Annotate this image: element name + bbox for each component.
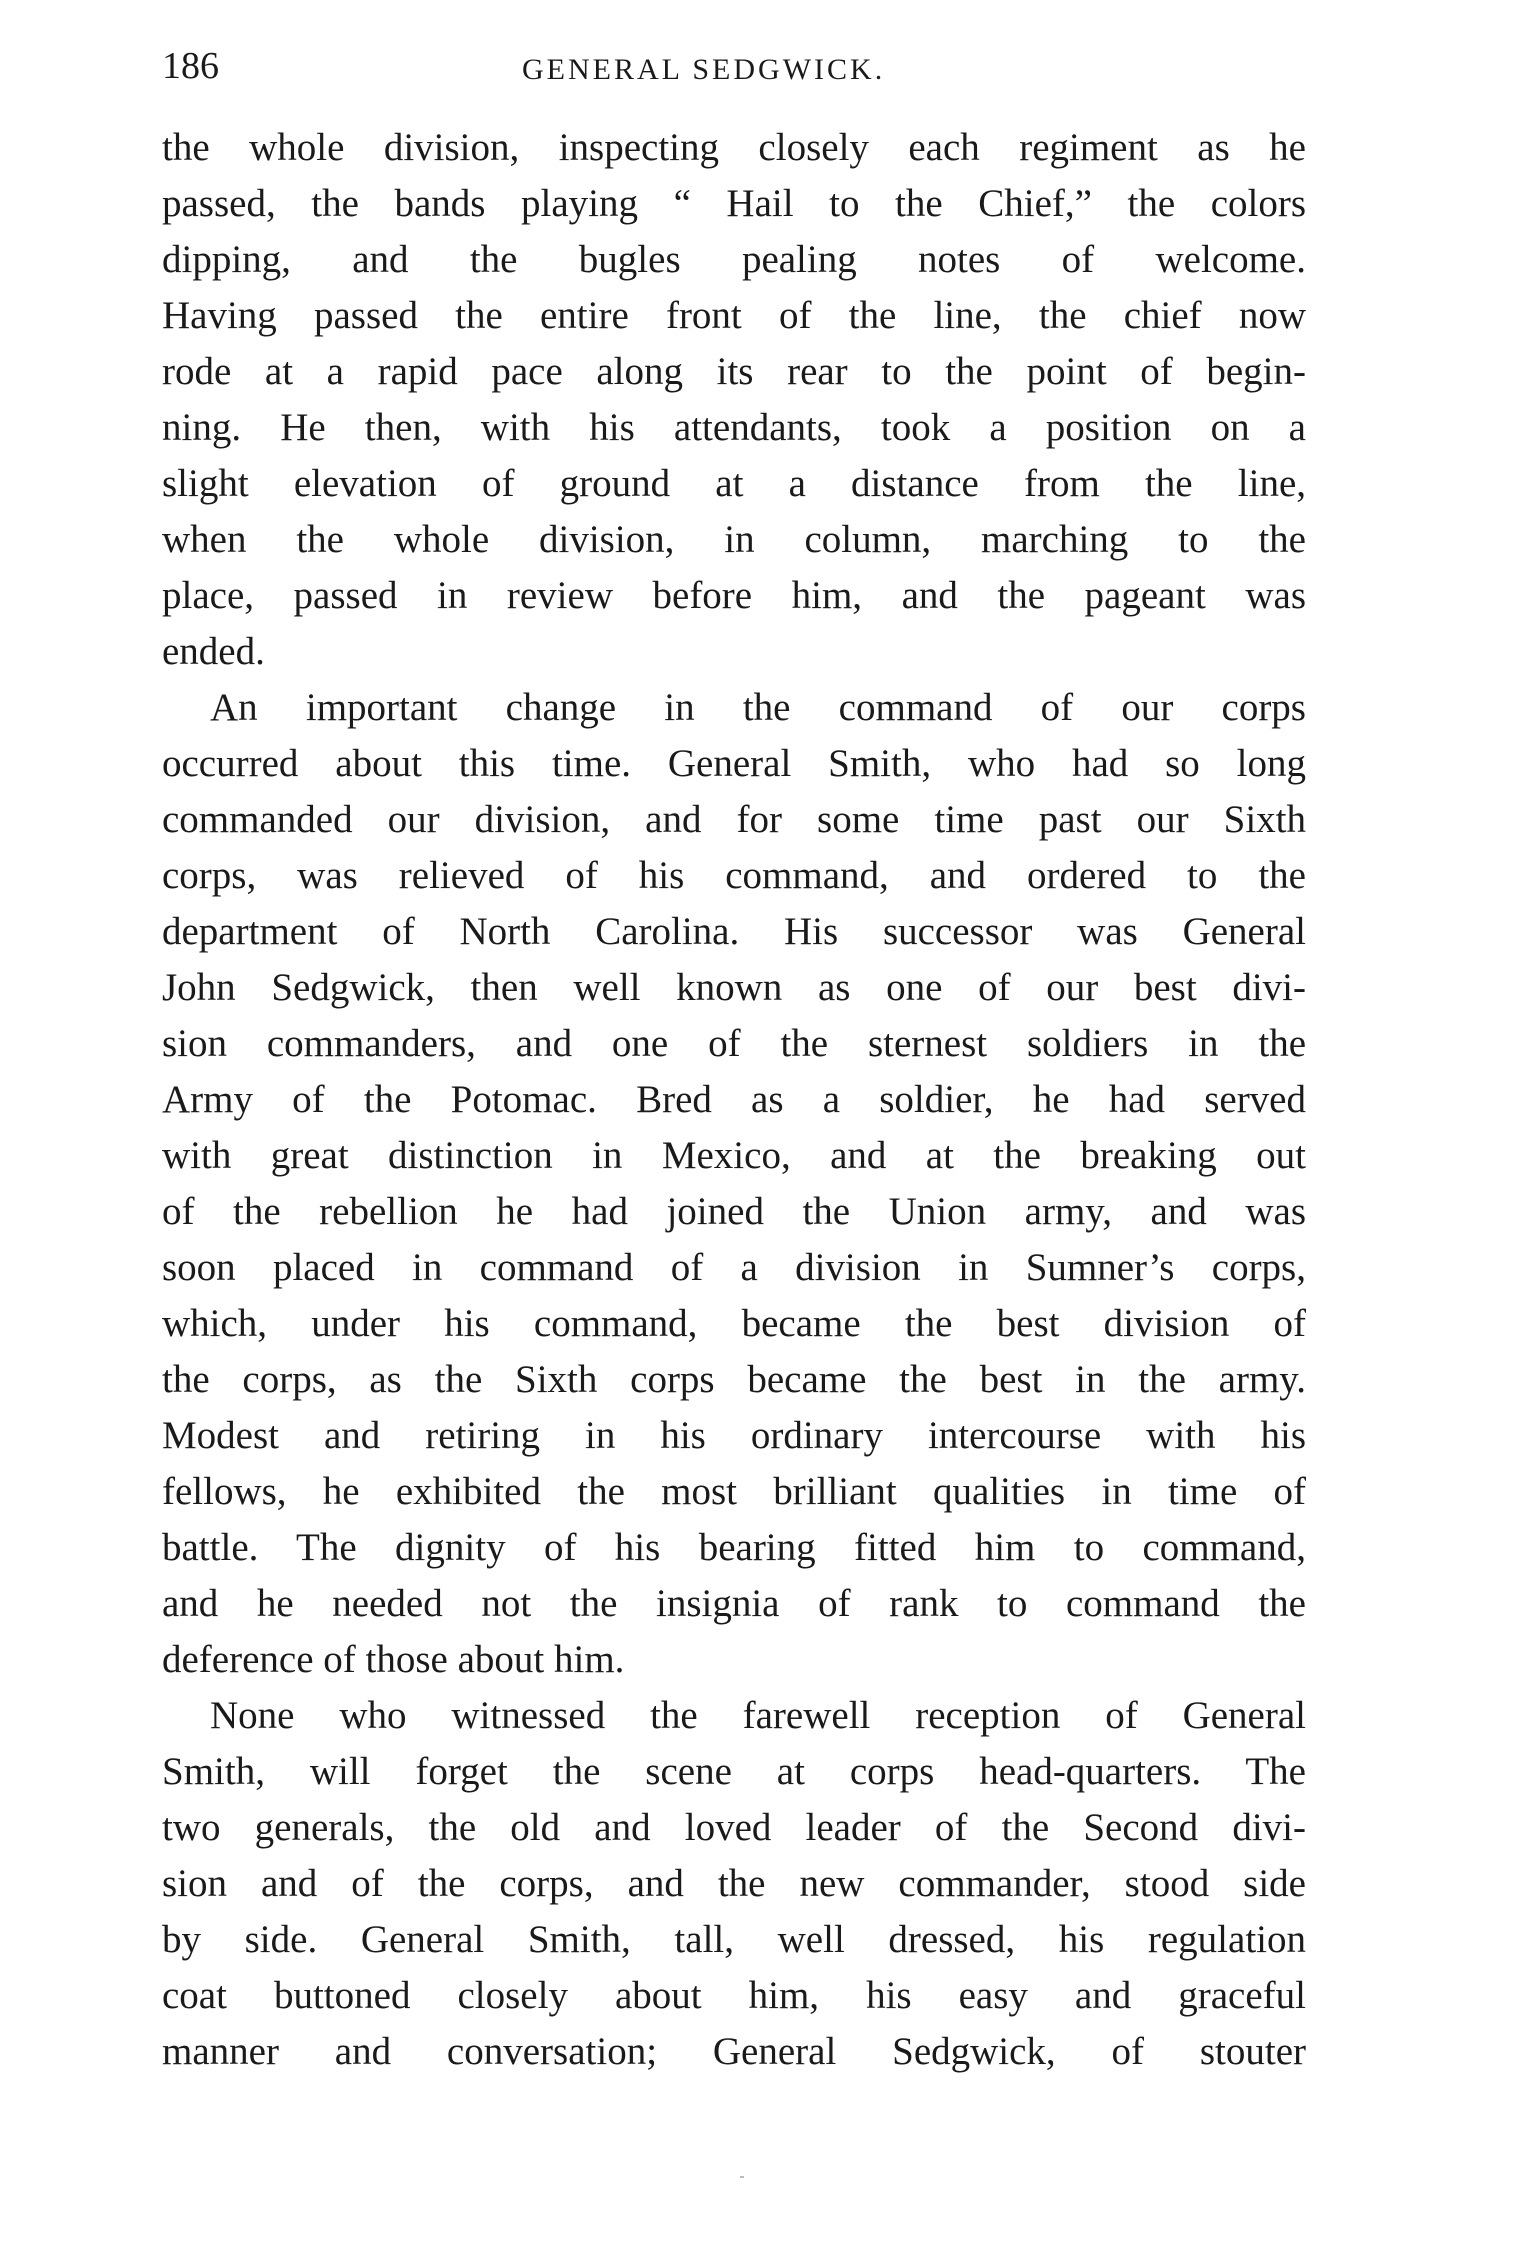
text-line: sion and of the corps, and the new commander, stood side [162, 1862, 1306, 1905]
body-text [162, 120, 1306, 2080]
text-line: the corps, as the Sixth corps became the best in the army. [162, 1358, 1306, 1401]
text-line: Having passed the entire front of the line, the chief now [162, 294, 1306, 337]
text-line: when the whole division, in column, marching to the [162, 518, 1306, 561]
paragraph-2 [162, 680, 1306, 1688]
text-line: which, under his command, became the best division of [162, 1302, 1306, 1345]
text-line: coat buttoned closely about him, his easy and graceful [162, 1974, 1306, 2017]
text-line: occurred about this time. General Smith, who had so long [162, 742, 1306, 785]
text-line: John Sedgwick, then well known as one of our best divi- [162, 966, 1306, 1009]
text-line: manner and conversation; General Sedgwick, of stouter [162, 2030, 1306, 2073]
running-head [162, 36, 1306, 96]
text-line: An important change in the command of our corps [210, 686, 1306, 729]
text-line: soon placed in command of a division in Sumner’s corps, [162, 1246, 1306, 1289]
paragraph-3 [162, 1688, 1306, 2080]
text-line: two generals, the old and loved leader of the Second divi- [162, 1806, 1306, 1849]
text-line: dipping, and the bugles pealing notes of welcome. [162, 238, 1306, 281]
text-line: None who witnessed the farewell reception of General [210, 1694, 1306, 1737]
page-number: 186 [162, 45, 219, 87]
text-line: of the rebellion he had joined the Union army, and was [162, 1190, 1306, 1233]
text-line: deference of those about him. [162, 1638, 625, 1681]
text-line: fellows, he exhibited the most brilliant qualities in time of [162, 1470, 1306, 1513]
paragraph-1 [162, 120, 1306, 680]
text-line: ended. [162, 630, 265, 673]
text-line: place, passed in review before him, and the pageant was [162, 574, 1306, 617]
text-line: with great distinction in Mexico, and at the breaking out [162, 1134, 1306, 1177]
text-line: passed, the bands playing “ Hail to the Chief,” the colors [162, 182, 1306, 225]
running-title: GENERAL SEDGWICK. [522, 53, 886, 86]
text-line: Modest and retiring in his ordinary intercourse with his [162, 1414, 1306, 1457]
text-line: and he needed not the insignia of rank to command the [162, 1582, 1306, 1625]
text-line: sion commanders, and one of the sternest soldiers in the [162, 1022, 1306, 1065]
text-line: Smith, will forget the scene at corps head-quarters. The [162, 1750, 1306, 1793]
text-line: Army of the Potomac. Bred as a soldier, he had served [162, 1078, 1306, 1121]
text-line: battle. The dignity of his bearing fitted him to command, [162, 1526, 1306, 1569]
text-line: the whole division, inspecting closely each regiment as he [162, 126, 1306, 169]
text-line: rode at a rapid pace along its rear to the point of begin- [162, 350, 1306, 393]
text-line: corps, was relieved of his command, and ordered to the [162, 854, 1306, 897]
print-speck [740, 2176, 744, 2178]
text-line: department of North Carolina. His successor was General [162, 910, 1306, 953]
text-line: ning. He then, with his attendants, took a position on a [162, 406, 1306, 449]
text-line: by side. General Smith, tall, well dressed, his regulation [162, 1918, 1306, 1961]
text-line: commanded our division, and for some time past our Sixth [162, 798, 1306, 841]
text-line: slight elevation of ground at a distance from the line, [162, 462, 1306, 505]
